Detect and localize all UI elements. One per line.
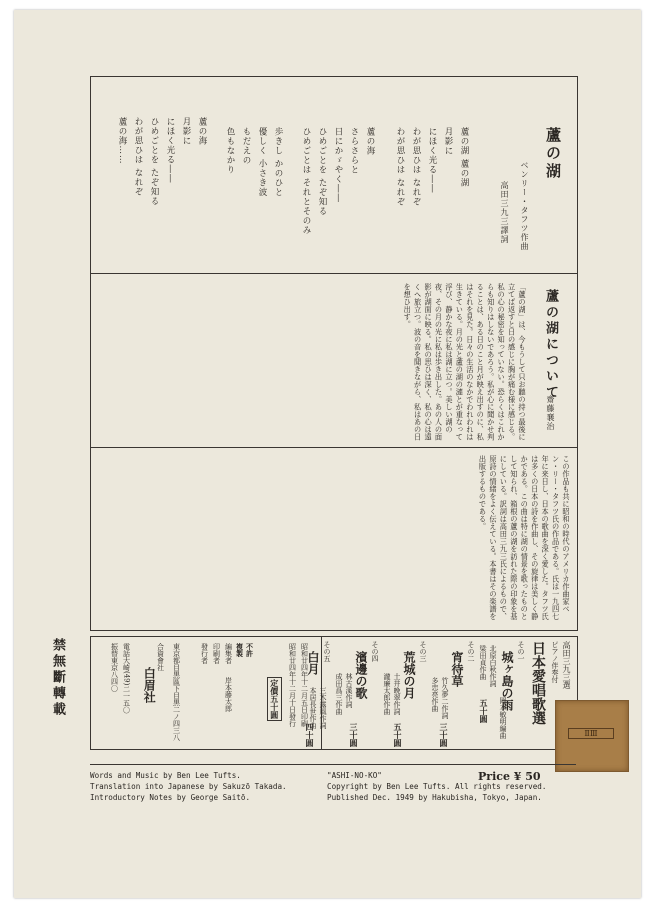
item-number: その二 (467, 641, 475, 662)
editor-label: 編集者 (224, 643, 233, 664)
lyric-line: ひめごとは それとそのみ (301, 127, 311, 236)
lyric-line: 色もなかり (225, 127, 235, 175)
price-stamp-image (555, 700, 629, 772)
item-price: 五十圓 (479, 699, 489, 723)
item-composer: 多忠亮作曲 (431, 677, 439, 712)
song-romaji-title: "ASHI-NO-KO" (327, 771, 382, 780)
company-type: 合資會社 (156, 643, 165, 671)
lyric-line: わが思ひは なれぞ (395, 127, 405, 207)
item-composer: 梁田貞作曲 (479, 645, 487, 680)
publish-date: 昭和廿四年十二月十日發行 (288, 643, 297, 727)
item-composer: 本居長世作曲 (309, 687, 317, 729)
translator-credit: 高田三九三譯詞 (500, 181, 509, 244)
item-poet: 土井晩翠作詞 (393, 673, 401, 715)
lyric-line: ひめごとを たぞ知る (317, 127, 327, 217)
publisher-name: 白眉社 (142, 667, 157, 703)
no-reprint-banner (48, 638, 74, 750)
publisher-address: 東京都目黒區下目黒二ノ四三八 (172, 643, 181, 741)
lyric-line: 蘆の湖 蘆の湖 (459, 127, 469, 188)
colophon-box (90, 636, 578, 750)
essay-body-continued: この作品も共に昭和の時代のアメリカ作曲家ベン・リー・タフツ氏の作品である。氏は一九四七年に来日し、日本の歌曲を深く愛した。タフツ氏は多くの日本の詩を作曲し、その旋律は美しく静かである。この曲は特に湖の情景を歌ったものとして知られ、箱根の蘆の湖を訪れた際の印象を基にしている。訳詞は高田三九三氏によるもので、原詩の情緒をよく伝えている。本書はその楽譜を出版するものである。 (478, 455, 571, 620)
item-poet: 三木露風作詞 (319, 687, 327, 729)
price-label: Price ¥ 50 (478, 770, 541, 783)
lyric-line: にほく光る―― (165, 117, 175, 184)
rights-note: 不許 (245, 643, 255, 657)
item-poet: 竹久夢二作詞 (441, 677, 449, 719)
lyric-line: 月影に (181, 117, 191, 146)
lyric-line: もだえの (241, 127, 251, 165)
item-poet: 北原白秋作詞 (489, 645, 497, 687)
banner-text: 禁無斷轉載 (50, 638, 65, 718)
series-heading: 日本愛唱歌選 (530, 641, 546, 725)
item-composer: 瀧廉太郎作曲 (383, 673, 391, 715)
item-title: 宵待草 (450, 651, 464, 687)
print-date: 昭和廿四年十二月五日印刷 (300, 643, 309, 727)
item-composer: 成田爲三作曲 (335, 673, 343, 715)
item-price: 三十圓 (349, 723, 359, 747)
lyric-line: 蘆の海 (197, 117, 207, 146)
printer-label: 印刷者 (212, 643, 221, 664)
lyric-line: 蘆の海 (365, 127, 375, 156)
list-price: 定價五十圓 (267, 677, 282, 721)
series-subtitle: ピアノ伴奏付 (551, 641, 559, 683)
credit-line: Introductory Notes by George Saitō. (90, 793, 251, 802)
lyric-line: さらさらと (349, 127, 359, 175)
lyric-line: 蘆の海…… (117, 117, 127, 165)
essay-title: 蘆の湖について (543, 289, 558, 401)
copyright-line: Copyright by Ben Lee Tufts. All rights reserved. (327, 782, 547, 791)
composer-credit: ベンリー・タフツ作曲 (520, 161, 529, 251)
footer-rule (90, 764, 576, 765)
rights-note: 複製 (235, 643, 245, 657)
publisher-label: 發行者 (200, 643, 209, 664)
item-title: 白月 (306, 651, 320, 675)
item-number: その三 (419, 641, 427, 662)
song-title: 蘆の湖 (544, 127, 562, 181)
lyric-line: にほく光る―― (427, 127, 437, 194)
item-number: その五 (323, 641, 331, 662)
editor-name: 岸本藤太郎 (224, 677, 233, 712)
item-number: その四 (371, 641, 379, 662)
essay-author: 齋藤襄治 (546, 395, 555, 431)
footer-credits (90, 770, 287, 803)
publisher-furikae: 振替東京八四〇 (110, 643, 119, 692)
lyric-line: わが思ひは なれぞ (133, 117, 143, 197)
item-title: 濱邊の歌 (354, 651, 368, 699)
lyric-line: わが思ひは なれぞ (411, 127, 421, 207)
item-price: 四十圓 (305, 723, 315, 747)
series-editor: 高田三九三選 (562, 641, 571, 689)
lyric-line: 月影に (443, 127, 453, 156)
divider (91, 447, 577, 448)
lyric-line: ひめごとを たぞ知る (149, 117, 159, 207)
publication-line: Published Dec. 1949 by Hakubisha, Tokyo, Japan. (327, 793, 542, 802)
lyric-line: 優しく 小さき波 (257, 127, 267, 198)
stamp-text: ⅡⅢ (568, 728, 614, 739)
item-title: 荒城の月 (402, 651, 416, 699)
credit-line: Translation into Japanese by Sakuzō Takada. (90, 782, 287, 791)
item-title: 城ヶ島の雨 (500, 651, 514, 711)
credit-line: Words and Music by Ben Lee Tufts. (90, 771, 241, 780)
publisher-phone: 電話大崎(49)二一五〇 (122, 643, 131, 714)
item-price: 五十圓 (393, 723, 403, 747)
item-price: 三十圓 (439, 723, 449, 747)
lyric-line: 歩きし かのひと (273, 127, 283, 198)
item-number: その一 (517, 641, 525, 662)
song-frame (90, 76, 578, 631)
arranger-credit: 岡本敏明編曲 (499, 697, 507, 739)
lyric-line: 日にかゞやく―― (333, 127, 343, 203)
item-poet: 林古溪作詞 (345, 673, 353, 708)
essay-body: 「蘆の湖」は、今もうして只お聽の持つ最後に立てば返すと日の感じに胸が痛む様に感じる。私の心の秘密を知っていない。恐らくはこれからも知りはしないであろう。私が心に聞かせ判ることは、ある日のこと月が映え出すのに、私はそれを見た。日々の生活のなかでわれわれは生きている。月の光と蘆の湖の漣とが重なって浮び、静かな夜に私は湖に立つ。美しい湖の夜、その月の光に私は歩き出した。あの人の面影が湖面に映る。私の思ひは深く、私の心は遠くへ旅立つ。波の音を聞きながら、私はあの日を想ひ出す。 (403, 283, 527, 441)
divider (91, 273, 577, 274)
